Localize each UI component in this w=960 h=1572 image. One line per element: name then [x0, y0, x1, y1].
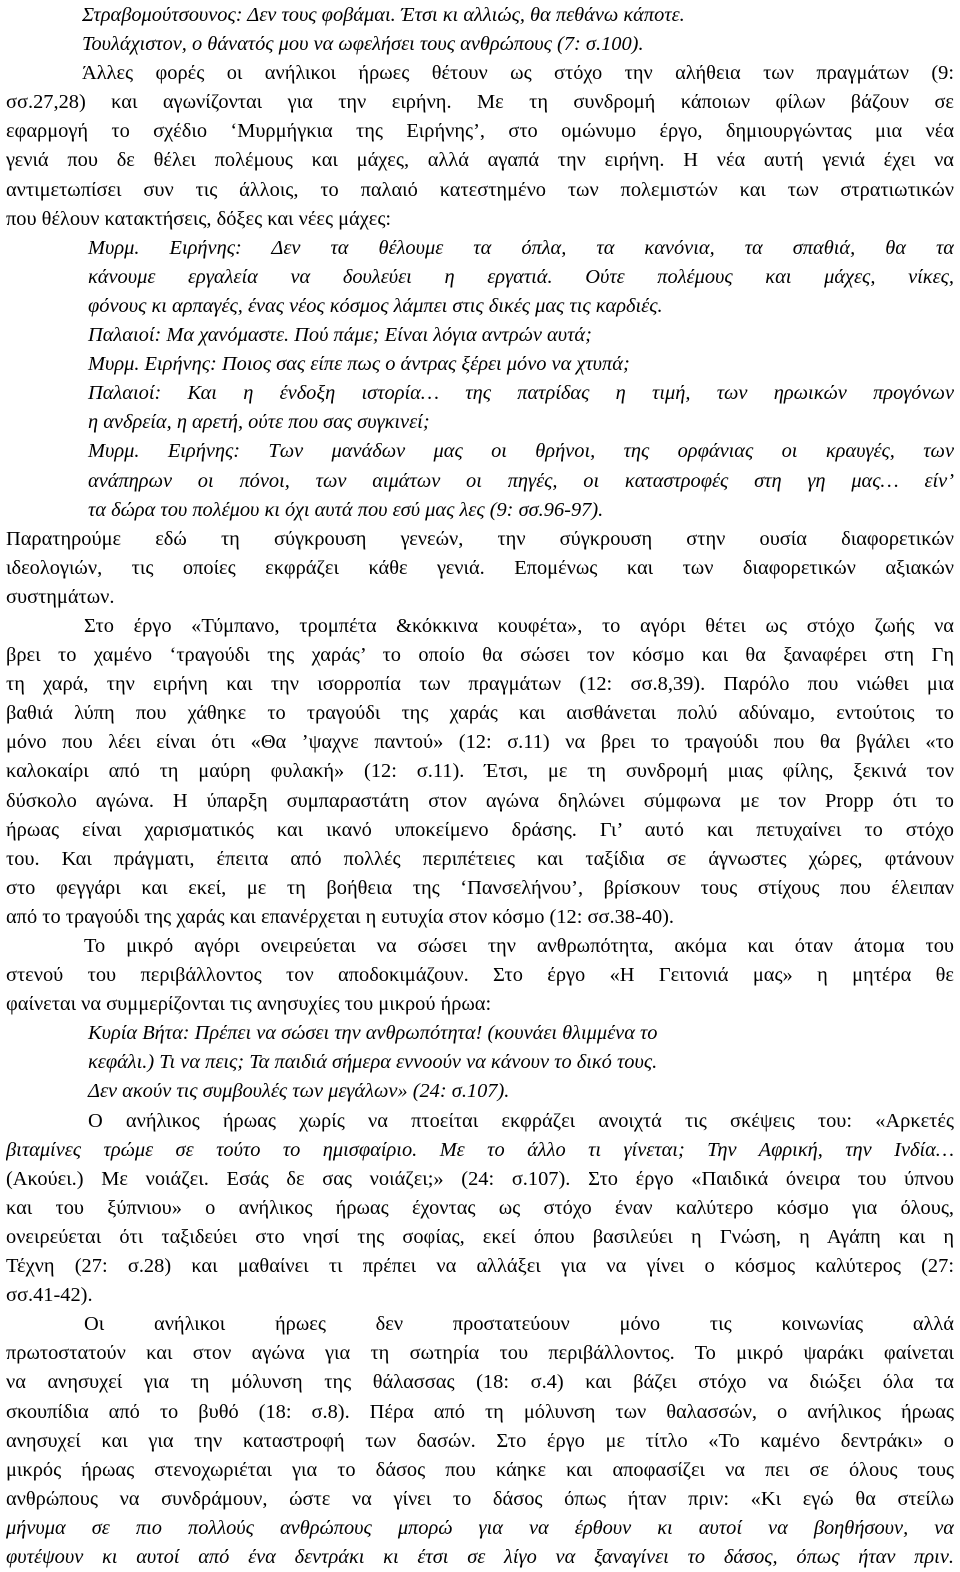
text-line: Οι ανήλικοι ήρωες δεν προστατεύουν μόνο τις κοινωνίας αλλά	[84, 1313, 954, 1336]
dialogue-line: ανάπηρων οι πόνοι, των αιμάτων οι πηγές, οι καταστροφές στη γη μας… είν’	[88, 469, 954, 492]
text-line: δύσκολο αγώνα. Η ύπαρξη συμπαραστάτη στον αγώνα δηλώνει σύμφωνα με τον Propp ότι το	[6, 789, 954, 812]
text-line: από το τραγούδι της χαράς και επανέρχεται η ευτυχία στον κόσμο (12: σσ.38-40).	[6, 905, 675, 928]
text-line: ήρωας είναι χαρισματικός και ικανό υποκείμενο δράσης. Γι’ αυτό και πετυχαίνει το στόχο	[6, 818, 954, 841]
dialogue-line: Μυρμ. Ειρήνης: Ποιος σας είπε πως ο άντρας ξέρει μόνο να χτυπά;	[88, 353, 630, 376]
dialogue-line: Δεν ακούν τις συμβουλές των μεγάλων» (24: σ.107).	[88, 1080, 510, 1103]
text-line: Τουλάχιστον, ο θάνατός μου να ωφελήσει τους ανθρώπους (7: σ.100).	[82, 33, 644, 56]
text-line: να ανησυχεί για τη μόλυνση της θάλασσας (18: σ.4) και βάζει στόχο να διώξει όλα τα	[6, 1371, 954, 1394]
text-line: Παρατηρούμε εδώ τη σύγκρουση γενεών, την σύγκρουση στην ουσία διαφορετικών	[6, 527, 954, 550]
text-line: του. Και πράγματι, έπειτα από πολλές περιπέτειες και ταξίδια σε άγνωστες χώρες, φτάνουν	[6, 847, 954, 870]
dialogue-line: Κυρία Βήτα: Πρέπει να σώσει την ανθρωπότητα! (κουνάει θλιμμένα το	[88, 1022, 658, 1045]
text-line: βαθιά λύπη που χάθηκε το τραγούδι της χαράς και αισθάνεται πολύ αδύναμο, εντούτοις το	[6, 702, 954, 725]
text-line: φυτέψουν κι αυτοί από ένα δεντράκι κι έτσι σε λίγο να ξαναγίνει το δάσος, όπως ήταν πριν.	[6, 1545, 954, 1568]
text-line: βρει το χαμένο ‘τραγούδι της χαράς’ το οποίο θα σώσει τον κόσμο και θα ξαναφέρει στη Γη	[6, 644, 954, 667]
dialogue-line: φόνους κι αρπαγές, ένας νέος κόσμος λάμπει στις δικές μας τις καρδιές.	[88, 294, 663, 317]
dialogue-line: Μυρμ. Ειρήνης: Δεν τα θέλουμε τα όπλα, τα κανόνια, τα σπαθιά, θα τα	[88, 236, 954, 259]
text-line: ανησυχεί και για την καταστροφή των δασών. Στο έργο με τίτλο «Το καμένο δεντράκι» ο	[6, 1429, 954, 1452]
text-line: καλοκαίρι από τη μαύρη φυλακή» (12: σ.11). Έτσι, με τη συνδρομή μιας φίλης, ξεκινά τον	[6, 760, 954, 783]
text-line: μικρός ήρωας στενοχωριέται για το δάσος που κάηκε και αποφασίζει να πει σε όλους τους	[6, 1458, 954, 1481]
text-line: Τέχνη (27: σ.28) και μαθαίνει τι πρέπει να αλλάξει για να γίνει ο κόσμος καλύτερος (27:	[6, 1255, 954, 1278]
dialogue-line: η ανδρεία, η αρετή, ούτε που σας συγκινεί;	[88, 411, 430, 434]
text-line: συστημάτων.	[6, 585, 115, 608]
text-line: Ο ανήλικος ήρωας χωρίς να πτοείται εκφράζει ανοιχτά τις σκέψεις του: «Αρκετές	[88, 1109, 954, 1132]
text-line: μήνυμα σε πιο πολλούς ανθρώπους μπορώ για να έρθουν κι αυτοί να βοηθήσουν, να	[6, 1516, 954, 1539]
text-line: σσ.41-42).	[6, 1284, 93, 1307]
dialogue-line: Παλαιοί: Μα χανόμαστε. Πού πάμε; Είναι λόγια αντρών αυτά;	[88, 324, 592, 347]
text-line: σσ.27,28) και αγωνίζονται για την ειρήνη. Με τη συνδρομή κάποιων φίλων βάζουν σε	[6, 91, 954, 114]
text-line: Το μικρό αγόρι ονειρεύεται να σώσει την ανθρωπότητα, ακόμα και όταν άτομα του	[84, 935, 954, 957]
text-line: Στο έργο «Τύμπανο, τρομπέτα &κόκκινα κουφέτα», το αγόρι θέτει ως στόχο ζωής να	[84, 614, 954, 637]
dialogue-line: τα δώρα του πολέμου κι όχι αυτά που εσύ μας λες (9: σσ.96-97).	[88, 498, 604, 521]
text-line: τη χαρά, την ειρήνη και την ισορροπία των πραγμάτων (12: σσ.8,39). Παρόλο που νιώθει μια	[6, 673, 954, 696]
text-line: που θέλουν κατακτήσεις, δόξες και νέες μάχες:	[6, 207, 392, 230]
dialogue-line: Μυρμ. Ειρήνης: Των μανάδων μας οι θρήνοι, της ορφάνιας οι κραυγές, των	[88, 440, 954, 463]
text-line: πρωτοστατούν και στον αγώνα για τη σωτηρία του περιβάλλοντος. Το μικρό ψαράκι φαίνεται	[6, 1342, 954, 1365]
text-line: εφαρμογή το σχέδιο ‘Μυρμήγκια της Ειρήνης’, στο ομώνυμο έργο, δημιουργώντας μια νέα	[6, 120, 954, 143]
text-line: μόνο που λέει είναι ότι «Θα ’ψαχνε παντού» (12: σ.11) να βρει το τραγούδι που θα βγάλει «το	[6, 731, 954, 754]
text-line: ονειρεύεται ότι ταξιδεύει στο νησί της σοφίας, εκεί όπου βασιλεύει η Γνώση, η Αγάπη και η	[6, 1225, 954, 1248]
text-line: φαίνεται να συμμερίζονται τις ανησυχίες του μικρού ήρωα:	[6, 993, 492, 1016]
dialogue-line: κάνουμε εργαλεία να δουλεύει η εργατιά. Ούτε πολέμους και μάχες, νίκες,	[88, 265, 954, 288]
dialogue-line: Παλαιοί: Και η ένδοξη ιστορία… της πατρίδας η τιμή, των ηρωικών προγόνων	[88, 382, 954, 405]
dialogue-line: κεφάλι.) Τι να πεις; Τα παιδιά σήμερα εννοούν να κάνουν το δικό τους.	[88, 1051, 658, 1074]
text-line: Άλλες φορές οι ανήλικοι ήρωες θέτουν ως στόχο την αλήθεια των πραγμάτων (9:	[82, 62, 954, 85]
text-line: στο φεγγάρι και εκεί, με τη βοήθεια της ‘Πανσελήνου’, βρίσκουν τους στίχους που έλειπαν	[6, 876, 954, 899]
text-line: σκουπίδια από το βυθό (18: σ.8). Πέρα από τη μόλυνση των θαλασσών, ο ανήλικος ήρωας	[6, 1400, 954, 1423]
text-line: και του ξύπνιου» ο ανήλικος ήρωας έχοντας ως στόχο έναν καλύτερο κόσμο για όλους,	[6, 1196, 954, 1219]
text-line: Στραβομούτσουνος: Δεν τους φοβάμαι. Έτσι κι αλλιώς, θα πεθάνω κάποτε.	[82, 4, 685, 26]
text-line: στενού του περιβάλλοντος τον αποδοκιμάζουν. Στο έργο «Η Γειτονιά μας» η μητέρα θε	[6, 964, 954, 987]
text-line: αντιμετωπίσει συν τις άλλοις, το παλαιό κατεστημένο των πολεμιστών και των στρατιωτικών	[6, 178, 954, 201]
text-line: γενιά που δε θέλει πολέμους και μάχες, αλλά αγαπά την ειρήνη. Η νέα αυτή γενιά έχει να	[6, 149, 954, 172]
text-line: ανθρώπους να συνδράμουν, ώστε να γίνει το δάσος όπως ήταν πριν: «Κι εγώ θα στείλω	[6, 1487, 954, 1510]
text-line: ιδεολογιών, τις οποίες εκφράζει κάθε γενιά. Επομένως και των διαφορετικών αξιακών	[6, 556, 954, 579]
text-line: βιταμίνες τρώμε σε τούτο το ημισφαίριο. Με το άλλο τι γίνεται; Την Αφρική, την Ινδία…	[6, 1138, 954, 1161]
text-line: (Ακούει.) Με νοιάζει. Εσάς δε σας νοιάζει;» (24: σ.107). Στο έργο «Παιδικά όνειρα του ύπνου	[6, 1167, 954, 1190]
